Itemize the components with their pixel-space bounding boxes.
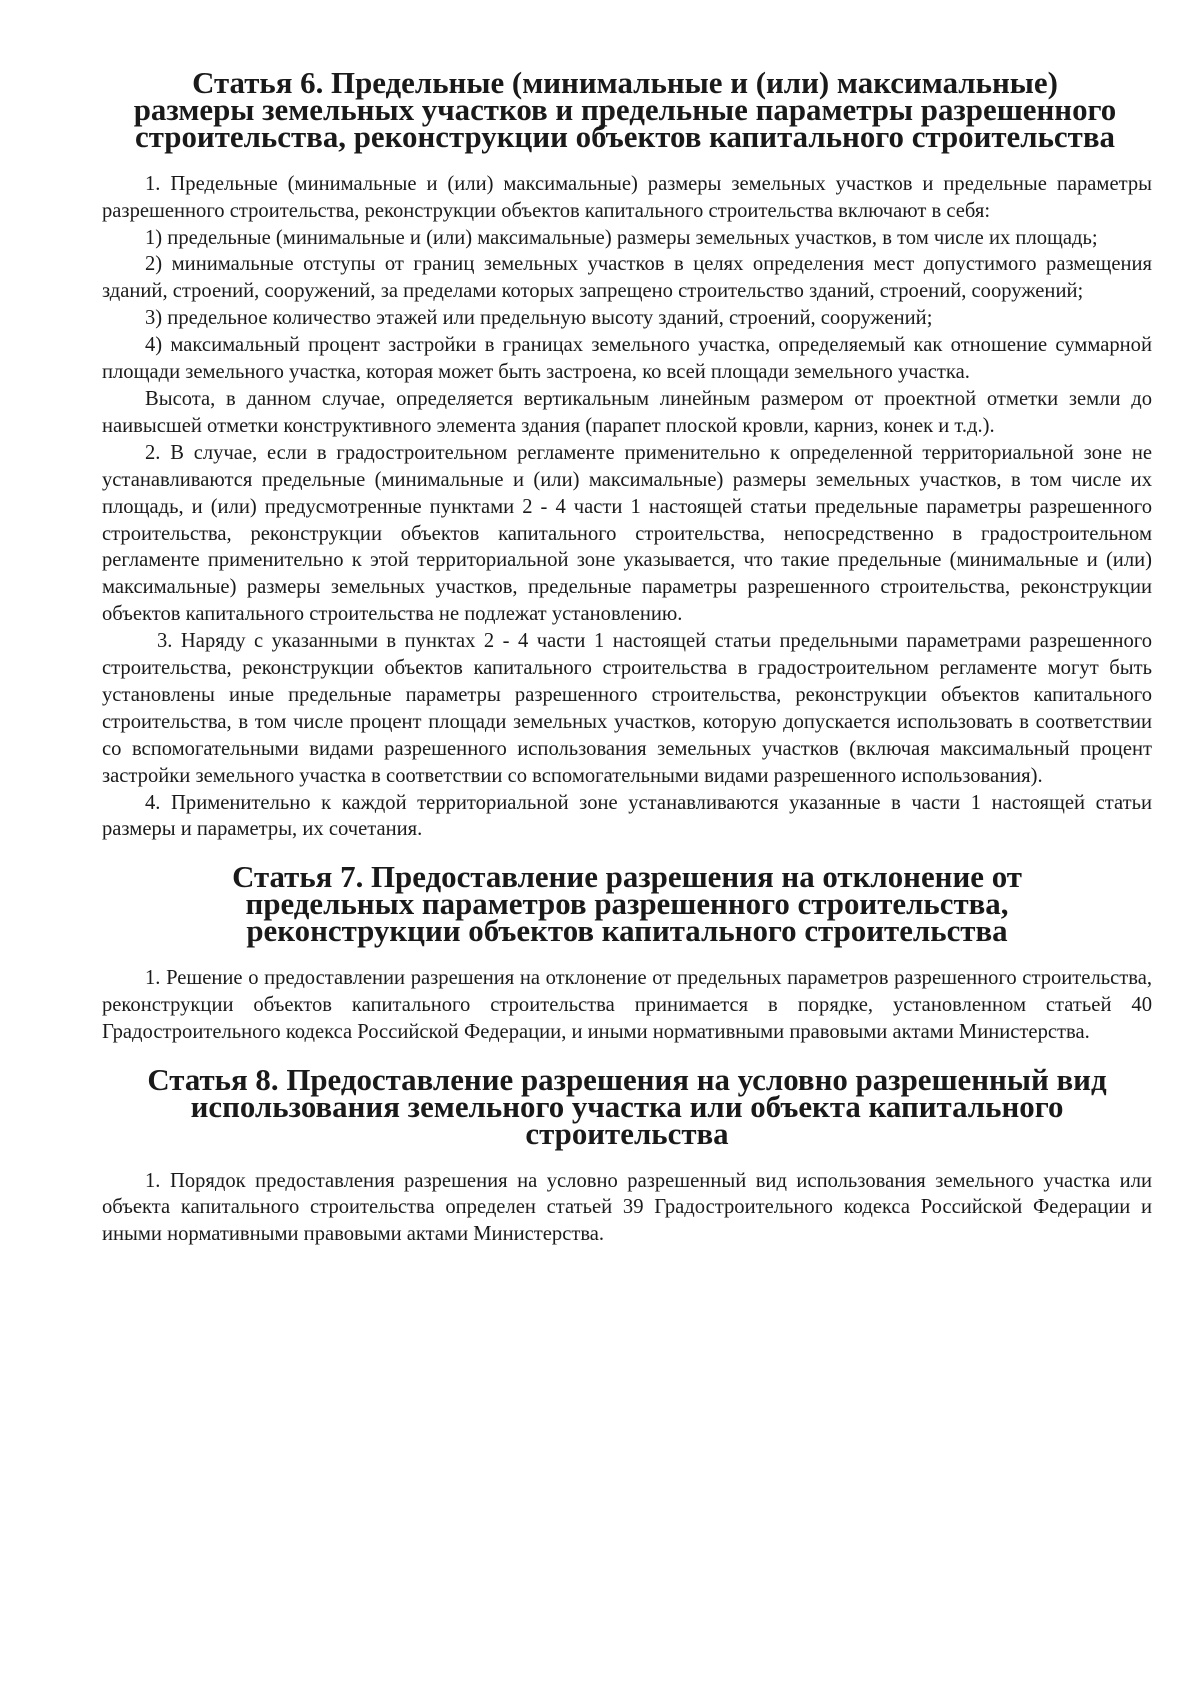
paragraph: 3. Наряду с указанными в пунктах 2 - 4 части 1 настоящей статьи предельными параметрами разрешенного строительства, реконструкции объектов капитального строительства в градостроительном регламенте могут быть установлены иные предельные параметры разрешенного строительства, реконструкции объектов капитального строительства, в том числе процент площади земельных участков, которую допускается использовать в соответствии со вспомогательными видами разрешенного использования земельных участков (включая максимальный процент застройки земельного участка в соответствии со вспомогательными видами разрешенного использования). — [102, 630, 1152, 787]
list-item: 2) минимальные отступы от границ земельных участков в целях определения мест допустимого размещения зданий, строений, сооружений, за пределами которых запрещено строительство зданий, строений, сооружений; — [102, 253, 1152, 303]
article-8 — [102, 1061, 1152, 1248]
article-7-title: Статья 7. Предоставление разрешения на отклонение от предельных параметров разрешенного строительства, реконструкции объектов капитального строительства — [232, 859, 1022, 949]
list-item: 1) предельные (минимальные и (или) максимальные) размеры земельных участков, в том числе их площадь; — [145, 226, 1098, 249]
paragraph: Высота, в данном случае, определяется вертикальным линейным размером от проектной отметки земли до наивысшей отметки конструктивного элемента здания (парапет плоской кровли, карниз, конек и т.д.). — [102, 387, 1152, 437]
paragraph: 2. В случае, если в градостроительном регламенте применительно к определенной территориальной зоне не устанавливаются предельные (минимальные и (или) максимальные) размеры земельных участков, в том числе их площадь, и (или) предусмотренные пунктами 2 - 4 части 1 настоящей статьи предельные параметры разрешенного строительства, реконструкции объектов капитального строительства, непосредственно в градостроительном регламенте применительно к этой территориальной зоне указывается, что такие предельные (минимальные и (или) максимальные) размеры земельных участков, предельные параметры разрешенного строительства, реконструкции объектов капитального строительства не подлежат установлению. — [102, 441, 1152, 626]
article-8-title: Статья 8. Предоставление разрешения на условно разрешенный вид использования земельного участка или объекта капитального строительства — [147, 1061, 1107, 1151]
paragraph: 1. Предельные (минимальные и (или) максимальные) размеры земельных участков и предельные параметры разрешенного строительства, реконструкции объектов капитального строительства включают в себя: — [102, 172, 1152, 222]
article-8-body — [102, 1168, 1152, 1249]
paragraph: 1. Порядок предоставления разрешения на условно разрешенный вид использования земельного участка или объекта капитального строительства определен статьей 39 Градостроительного кодекса Российской Федерации и иными нормативными правовыми актами Министерства. — [102, 1169, 1152, 1246]
article-7-body — [102, 965, 1152, 1046]
article-6 — [102, 65, 1152, 843]
list-item: 4) максимальный процент застройки в границах земельного участка, определяемый как отношение суммарной площади земельного участка, которая может быть застроена, ко всей площади земельного участка. — [102, 334, 1152, 384]
article-7 — [102, 859, 1152, 1045]
paragraph: 4. Применительно к каждой территориальной зоне устанавливаются указанные в части 1 настоящей статьи размеры и параметры, их сочетания. — [102, 791, 1152, 841]
article-6-body — [102, 171, 1152, 844]
article-6-title: Статья 6. Предельные (минимальные и (или) максимальные) размеры земельных участков и предельные параметры разрешенного строительства, реконструкции объектов капитального строительства — [133, 65, 1117, 154]
list-item: 3) предельное количество этажей или предельную высоту зданий, строений, сооружений; — [145, 307, 933, 330]
paragraph: 1. Решение о предоставлении разрешения на отклонение от предельных параметров разрешенного строительства, реконструкции объектов капитального строительства принимается в порядке, установленном статьей 40 Градостроительного кодекса Российской Федерации, и иными нормативными правовыми актами Министерства. — [102, 967, 1152, 1043]
